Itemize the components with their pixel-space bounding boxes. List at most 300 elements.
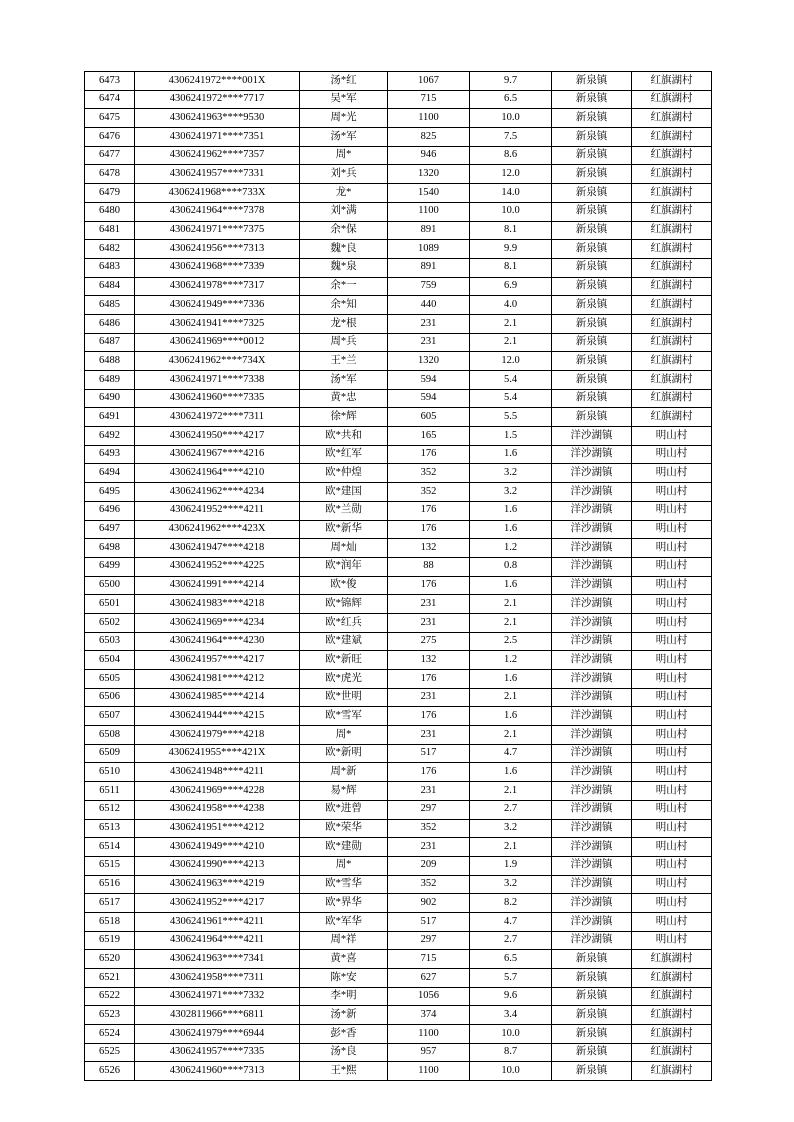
cell-name: 欧*雪军 [300, 707, 388, 726]
table-row [85, 856, 712, 875]
cell-id-number: 4306241947****4218 [135, 539, 300, 558]
cell-score: 1.6 [470, 707, 552, 726]
cell-amount: 440 [388, 296, 470, 315]
table-row [85, 894, 712, 913]
cell-amount: 1320 [388, 165, 470, 184]
cell-name: 周* [300, 726, 388, 745]
cell-name: 陈*安 [300, 969, 388, 988]
cell-seq: 6522 [85, 987, 135, 1006]
cell-score: 5.4 [470, 371, 552, 390]
cell-seq: 6510 [85, 763, 135, 782]
cell-name: 欧*仲煌 [300, 464, 388, 483]
cell-town: 新泉镇 [552, 408, 632, 427]
cell-town: 新泉镇 [552, 184, 632, 203]
cell-id-number: 4306241961****4211 [135, 912, 300, 931]
cell-score: 12.0 [470, 165, 552, 184]
cell-town: 洋沙湖镇 [552, 894, 632, 913]
cell-village: 明山村 [632, 632, 712, 651]
cell-score: 9.6 [470, 987, 552, 1006]
cell-id-number: 4306241972****001X [135, 72, 300, 91]
cell-village: 红旗湖村 [632, 987, 712, 1006]
cell-score: 8.6 [470, 146, 552, 165]
cell-town: 洋沙湖镇 [552, 445, 632, 464]
cell-amount: 165 [388, 427, 470, 446]
cell-amount: 517 [388, 912, 470, 931]
cell-score: 1.2 [470, 539, 552, 558]
cell-seq: 6490 [85, 389, 135, 408]
cell-id-number: 4306241952****4217 [135, 894, 300, 913]
cell-seq: 6502 [85, 613, 135, 632]
cell-amount: 176 [388, 520, 470, 539]
cell-score: 1.6 [470, 501, 552, 520]
cell-score: 2.7 [470, 800, 552, 819]
table-row [85, 240, 712, 259]
cell-amount: 231 [388, 314, 470, 333]
table-row [85, 389, 712, 408]
cell-id-number: 4306241972****7311 [135, 408, 300, 427]
cell-score: 3.2 [470, 819, 552, 838]
cell-score: 4.7 [470, 744, 552, 763]
cell-village: 明山村 [632, 707, 712, 726]
cell-village: 明山村 [632, 539, 712, 558]
cell-village: 明山村 [632, 931, 712, 950]
cell-village: 明山村 [632, 856, 712, 875]
cell-amount: 946 [388, 146, 470, 165]
cell-id-number: 4306241949****7336 [135, 296, 300, 315]
cell-town: 新泉镇 [552, 1062, 632, 1081]
cell-town: 新泉镇 [552, 352, 632, 371]
cell-town: 洋沙湖镇 [552, 464, 632, 483]
cell-name: 彭*香 [300, 1025, 388, 1044]
cell-village: 红旗湖村 [632, 258, 712, 277]
cell-name: 周*新 [300, 763, 388, 782]
cell-id-number: 4306241964****7378 [135, 202, 300, 221]
cell-seq: 6479 [85, 184, 135, 203]
cell-amount: 231 [388, 613, 470, 632]
cell-village: 明山村 [632, 501, 712, 520]
cell-name: 汤*新 [300, 1006, 388, 1025]
cell-name: 欧*红军 [300, 445, 388, 464]
cell-id-number: 4306241950****4217 [135, 427, 300, 446]
table-row [85, 314, 712, 333]
cell-id-number: 4306241963****4219 [135, 875, 300, 894]
cell-name: 欧*红兵 [300, 613, 388, 632]
cell-town: 新泉镇 [552, 90, 632, 109]
cell-score: 2.1 [470, 314, 552, 333]
cell-score: 2.5 [470, 632, 552, 651]
cell-seq: 6513 [85, 819, 135, 838]
table-row [85, 109, 712, 128]
table-row [85, 408, 712, 427]
cell-id-number: 4306241963****9530 [135, 109, 300, 128]
cell-score: 6.5 [470, 950, 552, 969]
cell-score: 5.5 [470, 408, 552, 427]
cell-id-number: 4306241967****4216 [135, 445, 300, 464]
table-row [85, 950, 712, 969]
cell-name: 汤*军 [300, 128, 388, 147]
cell-amount: 352 [388, 464, 470, 483]
cell-id-number: 4306241990****4213 [135, 856, 300, 875]
cell-amount: 176 [388, 763, 470, 782]
cell-name: 欧*虎光 [300, 670, 388, 689]
cell-score: 1.6 [470, 763, 552, 782]
cell-amount: 231 [388, 595, 470, 614]
cell-town: 洋沙湖镇 [552, 931, 632, 950]
cell-name: 魏*泉 [300, 258, 388, 277]
cell-seq: 6499 [85, 557, 135, 576]
cell-amount: 1320 [388, 352, 470, 371]
cell-name: 欧*建勋 [300, 838, 388, 857]
cell-seq: 6504 [85, 651, 135, 670]
cell-village: 红旗湖村 [632, 221, 712, 240]
cell-score: 3.2 [470, 483, 552, 502]
cell-town: 新泉镇 [552, 165, 632, 184]
cell-seq: 6526 [85, 1062, 135, 1081]
table-row [85, 651, 712, 670]
table-row [85, 931, 712, 950]
cell-score: 6.5 [470, 90, 552, 109]
cell-seq: 6481 [85, 221, 135, 240]
cell-amount: 1100 [388, 109, 470, 128]
cell-seq: 6487 [85, 333, 135, 352]
cell-amount: 594 [388, 389, 470, 408]
cell-id-number: 4306241964****4230 [135, 632, 300, 651]
cell-seq: 6519 [85, 931, 135, 950]
table-row [85, 371, 712, 390]
cell-score: 1.6 [470, 520, 552, 539]
cell-village: 红旗湖村 [632, 128, 712, 147]
cell-name: 欧*界华 [300, 894, 388, 913]
cell-seq: 6507 [85, 707, 135, 726]
cell-id-number: 4306241964****4211 [135, 931, 300, 950]
cell-name: 周*兵 [300, 333, 388, 352]
cell-score: 14.0 [470, 184, 552, 203]
cell-id-number: 4306241969****0012 [135, 333, 300, 352]
cell-name: 汤*良 [300, 1043, 388, 1062]
cell-seq: 6486 [85, 314, 135, 333]
cell-seq: 6501 [85, 595, 135, 614]
cell-village: 明山村 [632, 819, 712, 838]
cell-seq: 6484 [85, 277, 135, 296]
table-row [85, 1025, 712, 1044]
cell-name: 周*灿 [300, 539, 388, 558]
cell-town: 新泉镇 [552, 202, 632, 221]
cell-id-number: 4306241958****7311 [135, 969, 300, 988]
cell-id-number: 4306241964****4210 [135, 464, 300, 483]
table-row [85, 875, 712, 894]
cell-town: 洋沙湖镇 [552, 856, 632, 875]
cell-name: 龙*根 [300, 314, 388, 333]
cell-town: 新泉镇 [552, 1043, 632, 1062]
cell-id-number: 4306241962****7357 [135, 146, 300, 165]
cell-town: 新泉镇 [552, 258, 632, 277]
cell-village: 红旗湖村 [632, 1006, 712, 1025]
table-row [85, 838, 712, 857]
cell-town: 新泉镇 [552, 969, 632, 988]
cell-village: 红旗湖村 [632, 184, 712, 203]
cell-id-number: 4306241962****4234 [135, 483, 300, 502]
cell-village: 红旗湖村 [632, 277, 712, 296]
cell-seq: 6512 [85, 800, 135, 819]
cell-town: 洋沙湖镇 [552, 800, 632, 819]
cell-name: 余*知 [300, 296, 388, 315]
cell-amount: 1540 [388, 184, 470, 203]
cell-seq: 6488 [85, 352, 135, 371]
table-row [85, 707, 712, 726]
cell-id-number: 4306241971****7375 [135, 221, 300, 240]
cell-score: 3.2 [470, 875, 552, 894]
cell-village: 红旗湖村 [632, 969, 712, 988]
cell-name: 欧*建斌 [300, 632, 388, 651]
cell-id-number: 4306241979****6944 [135, 1025, 300, 1044]
cell-village: 红旗湖村 [632, 165, 712, 184]
cell-town: 洋沙湖镇 [552, 501, 632, 520]
cell-score: 3.2 [470, 464, 552, 483]
cell-name: 徐*辉 [300, 408, 388, 427]
cell-amount: 231 [388, 688, 470, 707]
cell-id-number: 4306241949****4210 [135, 838, 300, 857]
table-row [85, 819, 712, 838]
cell-seq: 6511 [85, 782, 135, 801]
cell-name: 欧*新华 [300, 520, 388, 539]
cell-name: 汤*红 [300, 72, 388, 91]
cell-id-number: 4306241971****7338 [135, 371, 300, 390]
cell-name: 黄*忠 [300, 389, 388, 408]
beneficiary-table [84, 71, 712, 1081]
cell-id-number: 4306241969****4228 [135, 782, 300, 801]
table-row [85, 72, 712, 91]
cell-town: 新泉镇 [552, 371, 632, 390]
cell-seq: 6482 [85, 240, 135, 259]
table-row [85, 1006, 712, 1025]
table-row [85, 670, 712, 689]
cell-name: 欧*荣华 [300, 819, 388, 838]
cell-town: 洋沙湖镇 [552, 651, 632, 670]
cell-town: 洋沙湖镇 [552, 875, 632, 894]
cell-name: 魏*良 [300, 240, 388, 259]
cell-name: 王*兰 [300, 352, 388, 371]
cell-seq: 6476 [85, 128, 135, 147]
cell-seq: 6521 [85, 969, 135, 988]
cell-score: 4.0 [470, 296, 552, 315]
cell-town: 洋沙湖镇 [552, 819, 632, 838]
cell-amount: 605 [388, 408, 470, 427]
cell-id-number: 4306241957****4217 [135, 651, 300, 670]
cell-seq: 6503 [85, 632, 135, 651]
cell-score: 3.4 [470, 1006, 552, 1025]
cell-seq: 6508 [85, 726, 135, 745]
cell-amount: 88 [388, 557, 470, 576]
table-row [85, 184, 712, 203]
cell-id-number: 4306241958****4238 [135, 800, 300, 819]
cell-score: 1.5 [470, 427, 552, 446]
cell-score: 2.1 [470, 838, 552, 857]
cell-village: 明山村 [632, 782, 712, 801]
table-row [85, 688, 712, 707]
cell-id-number: 4306241960****7313 [135, 1062, 300, 1081]
cell-town: 新泉镇 [552, 240, 632, 259]
cell-name: 欧*润年 [300, 557, 388, 576]
cell-town: 新泉镇 [552, 333, 632, 352]
cell-amount: 297 [388, 800, 470, 819]
cell-name: 余*保 [300, 221, 388, 240]
cell-score: 2.1 [470, 333, 552, 352]
cell-town: 新泉镇 [552, 146, 632, 165]
cell-score: 2.1 [470, 595, 552, 614]
cell-name: 龙* [300, 184, 388, 203]
cell-amount: 902 [388, 894, 470, 913]
cell-name: 欧*新旺 [300, 651, 388, 670]
cell-seq: 6516 [85, 875, 135, 894]
cell-village: 明山村 [632, 557, 712, 576]
cell-id-number: 4306241957****7331 [135, 165, 300, 184]
cell-village: 明山村 [632, 838, 712, 857]
cell-seq: 6485 [85, 296, 135, 315]
cell-score: 1.9 [470, 856, 552, 875]
cell-town: 新泉镇 [552, 1006, 632, 1025]
cell-town: 新泉镇 [552, 128, 632, 147]
cell-village: 明山村 [632, 427, 712, 446]
table-row [85, 557, 712, 576]
cell-id-number: 4306241971****7332 [135, 987, 300, 1006]
cell-name: 欧*进曾 [300, 800, 388, 819]
cell-amount: 891 [388, 221, 470, 240]
cell-village: 红旗湖村 [632, 408, 712, 427]
cell-amount: 825 [388, 128, 470, 147]
cell-id-number: 4306241981****4212 [135, 670, 300, 689]
cell-town: 洋沙湖镇 [552, 838, 632, 857]
cell-amount: 132 [388, 651, 470, 670]
cell-name: 黄*喜 [300, 950, 388, 969]
cell-village: 红旗湖村 [632, 389, 712, 408]
cell-score: 2.1 [470, 688, 552, 707]
cell-amount: 1100 [388, 202, 470, 221]
cell-name: 刘*满 [300, 202, 388, 221]
cell-village: 明山村 [632, 483, 712, 502]
cell-seq: 6483 [85, 258, 135, 277]
table-row [85, 296, 712, 315]
cell-score: 1.6 [470, 576, 552, 595]
cell-seq: 6517 [85, 894, 135, 913]
cell-amount: 759 [388, 277, 470, 296]
table-row [85, 258, 712, 277]
cell-name: 欧*新明 [300, 744, 388, 763]
table-row [85, 128, 712, 147]
cell-amount: 1100 [388, 1025, 470, 1044]
cell-score: 10.0 [470, 202, 552, 221]
table-row [85, 969, 712, 988]
cell-village: 明山村 [632, 744, 712, 763]
cell-amount: 231 [388, 726, 470, 745]
cell-seq: 6495 [85, 483, 135, 502]
cell-id-number: 4306241960****7335 [135, 389, 300, 408]
cell-id-number: 4306241957****7335 [135, 1043, 300, 1062]
table-row [85, 1043, 712, 1062]
cell-seq: 6514 [85, 838, 135, 857]
table-row [85, 782, 712, 801]
table-row [85, 520, 712, 539]
table-row [85, 445, 712, 464]
cell-town: 洋沙湖镇 [552, 912, 632, 931]
cell-village: 红旗湖村 [632, 240, 712, 259]
table-row [85, 632, 712, 651]
cell-id-number: 4306241978****7317 [135, 277, 300, 296]
cell-name: 周*光 [300, 109, 388, 128]
cell-seq: 6492 [85, 427, 135, 446]
cell-seq: 6506 [85, 688, 135, 707]
cell-town: 洋沙湖镇 [552, 707, 632, 726]
cell-seq: 6473 [85, 72, 135, 91]
cell-village: 红旗湖村 [632, 202, 712, 221]
table-row [85, 744, 712, 763]
cell-name: 欧*军华 [300, 912, 388, 931]
cell-id-number: 4306241962****423X [135, 520, 300, 539]
cell-town: 洋沙湖镇 [552, 557, 632, 576]
cell-score: 7.5 [470, 128, 552, 147]
cell-amount: 957 [388, 1043, 470, 1062]
cell-seq: 6477 [85, 146, 135, 165]
cell-amount: 352 [388, 875, 470, 894]
cell-seq: 6474 [85, 90, 135, 109]
cell-name: 汤*军 [300, 371, 388, 390]
cell-village: 红旗湖村 [632, 296, 712, 315]
table-row [85, 221, 712, 240]
cell-seq: 6489 [85, 371, 135, 390]
cell-amount: 1056 [388, 987, 470, 1006]
cell-score: 8.7 [470, 1043, 552, 1062]
cell-score: 8.1 [470, 258, 552, 277]
table-row [85, 726, 712, 745]
cell-town: 洋沙湖镇 [552, 520, 632, 539]
cell-name: 王*熙 [300, 1062, 388, 1081]
table-row [85, 146, 712, 165]
cell-village: 红旗湖村 [632, 333, 712, 352]
cell-score: 2.1 [470, 782, 552, 801]
table-row [85, 333, 712, 352]
cell-village: 红旗湖村 [632, 1025, 712, 1044]
cell-amount: 627 [388, 969, 470, 988]
cell-amount: 132 [388, 539, 470, 558]
cell-town: 洋沙湖镇 [552, 670, 632, 689]
cell-id-number: 4306241971****7351 [135, 128, 300, 147]
cell-village: 明山村 [632, 688, 712, 707]
cell-score: 2.7 [470, 931, 552, 950]
cell-town: 洋沙湖镇 [552, 576, 632, 595]
cell-name: 欧*兰勋 [300, 501, 388, 520]
table-row [85, 1062, 712, 1081]
cell-score: 10.0 [470, 109, 552, 128]
cell-id-number: 4306241979****4218 [135, 726, 300, 745]
cell-score: 9.7 [470, 72, 552, 91]
cell-name: 刘*兵 [300, 165, 388, 184]
cell-village: 红旗湖村 [632, 1043, 712, 1062]
cell-town: 洋沙湖镇 [552, 763, 632, 782]
cell-seq: 6505 [85, 670, 135, 689]
cell-id-number: 4306241983****4218 [135, 595, 300, 614]
cell-village: 红旗湖村 [632, 1062, 712, 1081]
cell-town: 新泉镇 [552, 277, 632, 296]
cell-village: 明山村 [632, 912, 712, 931]
cell-town: 洋沙湖镇 [552, 744, 632, 763]
cell-amount: 275 [388, 632, 470, 651]
cell-village: 红旗湖村 [632, 72, 712, 91]
cell-score: 10.0 [470, 1025, 552, 1044]
cell-town: 新泉镇 [552, 296, 632, 315]
cell-village: 红旗湖村 [632, 109, 712, 128]
cell-village: 明山村 [632, 670, 712, 689]
cell-seq: 6500 [85, 576, 135, 595]
cell-amount: 1089 [388, 240, 470, 259]
